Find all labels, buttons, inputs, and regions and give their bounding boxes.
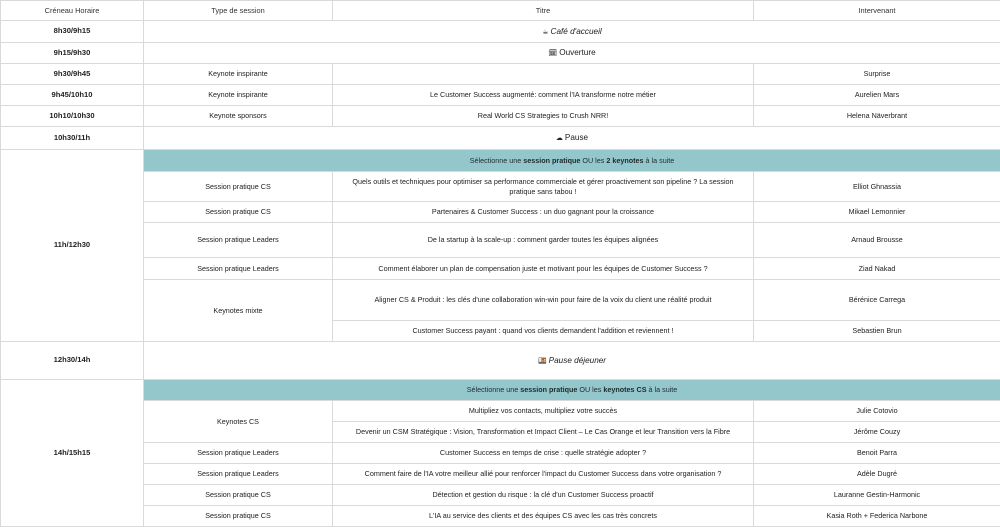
title-text: Pause déjeuner bbox=[548, 355, 607, 365]
merged-title-cell bbox=[144, 21, 1000, 43]
table-row bbox=[1, 443, 1000, 464]
title-cell bbox=[333, 64, 754, 85]
slot-cell: 8h30/9h15 bbox=[1, 21, 144, 43]
title-cell: De la startup à la scale-up : comment garder toutes les équipes alignées bbox=[333, 223, 754, 258]
title-text: Ouverture bbox=[559, 48, 596, 58]
table-row bbox=[1, 85, 1000, 106]
type-cell: Session pratique Leaders bbox=[144, 258, 333, 280]
speaker-cell: Benoit Parra bbox=[754, 443, 1000, 464]
type-cell: Session pratique CS bbox=[144, 202, 333, 223]
speaker-cell: Jérôme Couzy bbox=[754, 422, 1000, 443]
type-cell: Session pratique Leaders bbox=[144, 443, 333, 464]
calendar-icon: 🗓 bbox=[548, 50, 558, 58]
title-cell: L'IA au service des clients et des équipes CS avec les cas très concrets bbox=[333, 506, 754, 527]
slot-cell: 9h30/9h45 bbox=[1, 64, 144, 85]
title-cell: Customer Success en temps de crise : quelle stratégie adopter ? bbox=[333, 443, 754, 464]
merged-title-cell bbox=[144, 342, 1000, 380]
banner-bold: keynotes CS bbox=[603, 385, 647, 395]
type-cell: Keynotes mixte bbox=[144, 280, 333, 342]
type-cell: Session pratique CS bbox=[144, 172, 333, 202]
type-cell: Session pratique Leaders bbox=[144, 223, 333, 258]
type-cell: Keynote inspirante bbox=[144, 85, 333, 106]
speaker-cell: Elliot Ghnassia bbox=[754, 172, 1000, 202]
speaker-cell: Sebastien Brun bbox=[754, 321, 1000, 342]
table-row bbox=[1, 21, 1000, 43]
type-cell: Keynotes CS bbox=[144, 401, 333, 443]
title-text: Pause bbox=[564, 133, 589, 143]
title-cell: Customer Success payant : quand vos clients demandent l'addition et reviennent ! bbox=[333, 321, 754, 342]
merged-title-cell bbox=[144, 43, 1000, 64]
table-row bbox=[1, 464, 1000, 485]
table-row bbox=[1, 223, 1000, 258]
title-text: Café d'accueil bbox=[550, 26, 602, 36]
table-row bbox=[1, 506, 1000, 527]
slot-cell: 12h30/14h bbox=[1, 342, 144, 380]
table-row bbox=[1, 380, 1000, 401]
banner-text: Sélectionne une bbox=[469, 155, 524, 165]
coffee-icon: ☕ bbox=[542, 28, 549, 36]
table-row bbox=[1, 150, 1000, 172]
table-row bbox=[1, 127, 1000, 150]
cloud-icon: ☁ bbox=[555, 135, 563, 143]
slot-cell: 10h30/11h bbox=[1, 127, 144, 150]
selection-banner bbox=[144, 380, 1000, 401]
speaker-cell: Lauranne Gestin-Harmonic bbox=[754, 485, 1000, 506]
speaker-cell: Kasia Roth + Federica Narbone bbox=[754, 506, 1000, 527]
speaker-cell: Ziad Nakad bbox=[754, 258, 1000, 280]
bento-icon: 🍱 bbox=[537, 357, 547, 365]
speaker-cell: Surprise bbox=[754, 64, 1000, 85]
speaker-cell: Arnaud Brousse bbox=[754, 223, 1000, 258]
title-cell: Multipliez vos contacts, multipliez votre succès bbox=[333, 401, 754, 422]
type-cell: Keynote inspirante bbox=[144, 64, 333, 85]
table-row bbox=[1, 280, 1000, 321]
table-row bbox=[1, 401, 1000, 422]
table-row bbox=[1, 485, 1000, 506]
banner-text: à la suite bbox=[643, 155, 675, 165]
banner-text: Sélectionne une bbox=[466, 385, 521, 395]
type-cell: Session pratique CS bbox=[144, 506, 333, 527]
header-type: Type de session bbox=[144, 1, 333, 21]
table-row bbox=[1, 106, 1000, 127]
title-cell: Détection et gestion du risque : la clé d'un Customer Success proactif bbox=[333, 485, 754, 506]
table-row bbox=[1, 172, 1000, 202]
banner-bold: session pratique bbox=[523, 155, 581, 165]
header-title: Titre bbox=[333, 1, 754, 21]
banner-bold: session pratique bbox=[520, 385, 578, 395]
type-cell: Session pratique CS bbox=[144, 485, 333, 506]
type-cell: Keynote sponsors bbox=[144, 106, 333, 127]
slot-cell: 11h/12h30 bbox=[1, 150, 144, 342]
title-cell: Comment faire de l'IA votre meilleur allié pour renforcer l'impact du Customer Success dans votre organisation ? bbox=[333, 464, 754, 485]
header-speaker: Intervenant bbox=[754, 1, 1000, 21]
slot-cell: 10h10/10h30 bbox=[1, 106, 144, 127]
speaker-cell: Julie Cotovio bbox=[754, 401, 1000, 422]
title-cell: Real World CS Strategies to Crush NRR! bbox=[333, 106, 754, 127]
table-row bbox=[1, 342, 1000, 380]
title-cell: Aligner CS & Produit : les clés d'une collaboration win-win pour faire de la voix du client une réalité produit bbox=[333, 280, 754, 321]
title-cell: Devenir un CSM Stratégique : Vision, Transformation et Impact Client – Le Cas Orange et leur Transition vers la Fibre bbox=[333, 422, 754, 443]
speaker-cell: Aurelien Mars bbox=[754, 85, 1000, 106]
speaker-cell: Helena Näverbrant bbox=[754, 106, 1000, 127]
speaker-cell: Mikael Lemonnier bbox=[754, 202, 1000, 223]
type-cell: Session pratique Leaders bbox=[144, 464, 333, 485]
title-cell: Comment élaborer un plan de compensation juste et motivant pour les équipes de Customer Success ? bbox=[333, 258, 754, 280]
speaker-cell: Bérénice Carrega bbox=[754, 280, 1000, 321]
header-row bbox=[1, 1, 1000, 21]
selection-banner bbox=[144, 150, 1000, 172]
title-cell: Le Customer Success augmenté: comment l'IA transforme notre métier bbox=[333, 85, 754, 106]
title-cell: Quels outils et techniques pour optimiser sa performance commerciale et gérer proactivement son pipeline ? La session pratique sans tabou ! bbox=[333, 172, 754, 202]
slot-cell: 9h45/10h10 bbox=[1, 85, 144, 106]
banner-text: à la suite bbox=[646, 385, 678, 395]
slot-cell: 9h15/9h30 bbox=[1, 43, 144, 64]
table-row bbox=[1, 64, 1000, 85]
merged-title-cell bbox=[144, 127, 1000, 150]
table-row bbox=[1, 258, 1000, 280]
table-row bbox=[1, 43, 1000, 64]
banner-text: OU les bbox=[580, 155, 607, 165]
slot-cell: 14h/15h15 bbox=[1, 380, 144, 527]
banner-bold: 2 keynotes bbox=[606, 155, 644, 165]
header-slot: Créneau Horaire bbox=[1, 1, 144, 21]
table-row bbox=[1, 202, 1000, 223]
title-cell: Partenaires & Customer Success : un duo gagnant pour la croissance bbox=[333, 202, 754, 223]
banner-text: OU les bbox=[577, 385, 604, 395]
speaker-cell: Adèle Dugré bbox=[754, 464, 1000, 485]
